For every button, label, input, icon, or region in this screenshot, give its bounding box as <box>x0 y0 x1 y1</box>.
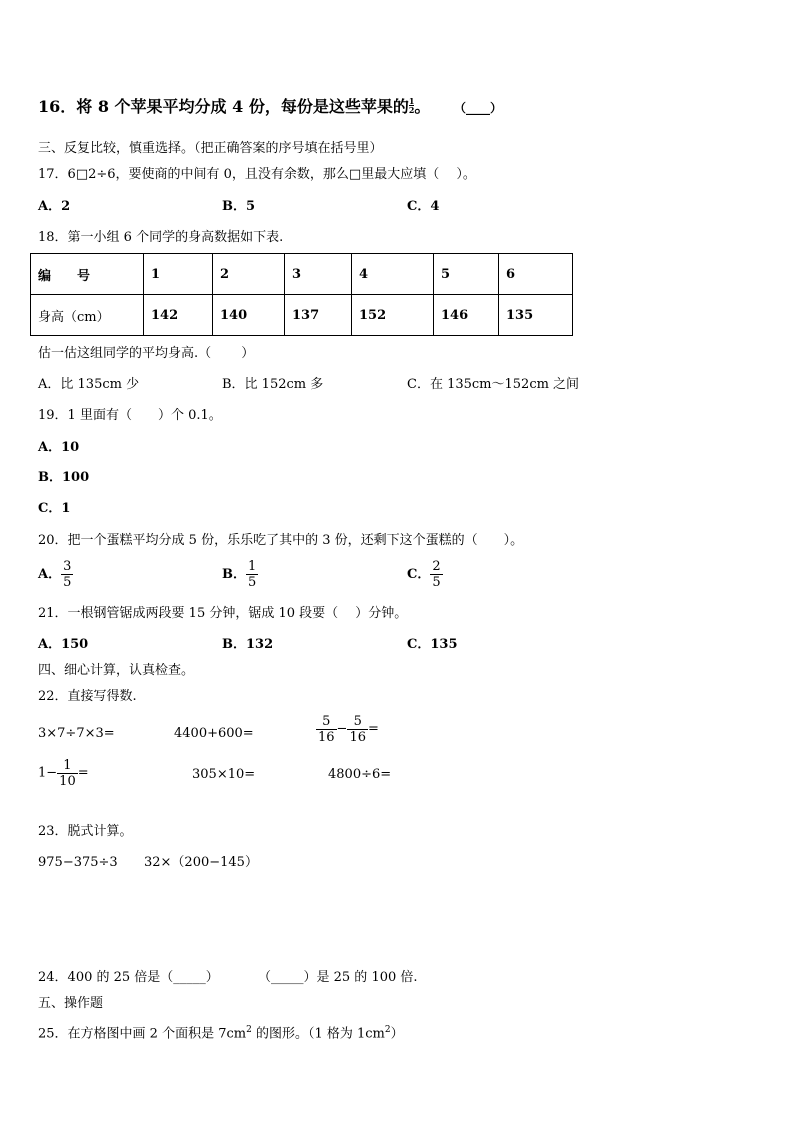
expr-2: 4400+600= <box>174 726 254 741</box>
section-4-heading: 四、细心计算，认真检查。 <box>38 663 195 678</box>
q19-option-a[interactable]: A．10 <box>38 440 80 455</box>
question-22: 22．直接写得数. <box>38 689 137 704</box>
table-cell: 140 <box>213 295 285 336</box>
question-19: 19．1 里面有（ ）个 0.1。 <box>38 408 222 423</box>
table-cell: 6 <box>499 254 573 295</box>
table-cell: 身高（cm） <box>31 295 144 336</box>
question-24-part2: （_____）是 25 的 100 倍. <box>258 970 418 985</box>
table-cell: 146 <box>434 295 499 336</box>
question-25: 25．在方格图中画 2 个面积是 $7cm^2$ 的图形。（1 格为 $1cm^2$） <box>38 1025 404 1042</box>
table-cell: 编 号 <box>31 254 144 295</box>
table-cell: 135 <box>499 295 573 336</box>
table-cell: 137 <box>285 295 352 336</box>
section-5-heading: 五、操作题 <box>38 996 104 1011</box>
question-18: 18．第一小组 6 个同学的身高数据如下表. <box>38 230 284 245</box>
q21-option-b[interactable]: B．132 <box>222 637 274 652</box>
q18-option-b[interactable]: B．比 152cm 多 <box>222 377 324 392</box>
calc-1: 975−375÷3 <box>38 855 118 870</box>
question-16-text: 16．将 8 个苹果平均分成 4 份，每份是这些苹果的 <box>38 97 409 116</box>
answer-blank[interactable]: （____） <box>454 101 503 115</box>
expr-4: 1− $\frac{1}{10}$ = <box>38 758 89 789</box>
q18-option-a[interactable]: A．比 135cm 少 <box>38 377 140 392</box>
fraction: $\frac{1}{5}$ <box>248 559 257 590</box>
q17-option-a[interactable]: A．2 <box>38 199 71 214</box>
q20-option-c[interactable]: C． $\frac{2}{5}$ <box>407 559 441 590</box>
question-23: 23．脱式计算。 <box>38 824 133 839</box>
table-cell: 142 <box>144 295 213 336</box>
question-21: 21．一根钢管锯成两段要 15 分钟，锯成 10 段要（ ）分钟。 <box>38 606 408 621</box>
fraction-half: $\frac{1}{2}$ <box>408 96 415 115</box>
q21-option-c[interactable]: C．135 <box>407 637 458 652</box>
question-24-part1: 24．400 的 25 倍是（_____） <box>38 970 219 985</box>
expr-3: $\frac{5}{16}$ − $\frac{5}{16}$ = <box>318 714 379 745</box>
q20-option-b[interactable]: B． $\frac{1}{5}$ <box>222 559 257 590</box>
table-row <box>31 295 573 336</box>
q20-option-a[interactable]: A． $\frac{3}{5}$ <box>38 559 72 590</box>
expr-6: 4800÷6= <box>328 767 392 782</box>
calc-2: 32×（200−145） <box>144 855 258 870</box>
expr-1: 3×7÷7×3= <box>38 726 115 741</box>
table-cell: 5 <box>434 254 499 295</box>
fraction: $\frac{3}{5}$ <box>63 559 72 590</box>
height-table <box>30 253 573 336</box>
table-cell: 3 <box>285 254 352 295</box>
q19-option-c[interactable]: C．1 <box>38 501 71 516</box>
q18-option-c[interactable]: C．在 135cm～152cm 之间 <box>407 377 580 392</box>
q21-option-a[interactable]: A．150 <box>38 637 89 652</box>
q17-option-c[interactable]: C．4 <box>407 199 440 214</box>
table-cell: 1 <box>144 254 213 295</box>
table-cell: 152 <box>352 295 434 336</box>
question-20: 20．把一个蛋糕平均分成 5 份，乐乐吃了其中的 3 份，还剩下这个蛋糕的（ ）。 <box>38 533 524 548</box>
table-cell: 4 <box>352 254 434 295</box>
table-cell: 2 <box>213 254 285 295</box>
fraction: $\frac{2}{5}$ <box>432 559 441 590</box>
table-row <box>31 254 573 295</box>
expr-5: 305×10= <box>192 767 256 782</box>
question-17: 17．6□2÷6，要使商的中间有 0，且没有余数，那么□里最大应填（ ）。 <box>38 167 476 182</box>
question-18-prompt: 估一估这组同学的平均身高.（ ） <box>38 346 255 361</box>
question-16: 16．将 8 个苹果平均分成 4 份，每份是这些苹果的 $\frac{1}{2}$。 （____） <box>38 96 503 116</box>
q19-option-b[interactable]: B．100 <box>38 470 90 485</box>
q17-option-b[interactable]: B．5 <box>222 199 256 214</box>
section-3-heading: 三、反复比较，慎重选择。（把正确答案的序号填在括号里） <box>38 141 383 156</box>
